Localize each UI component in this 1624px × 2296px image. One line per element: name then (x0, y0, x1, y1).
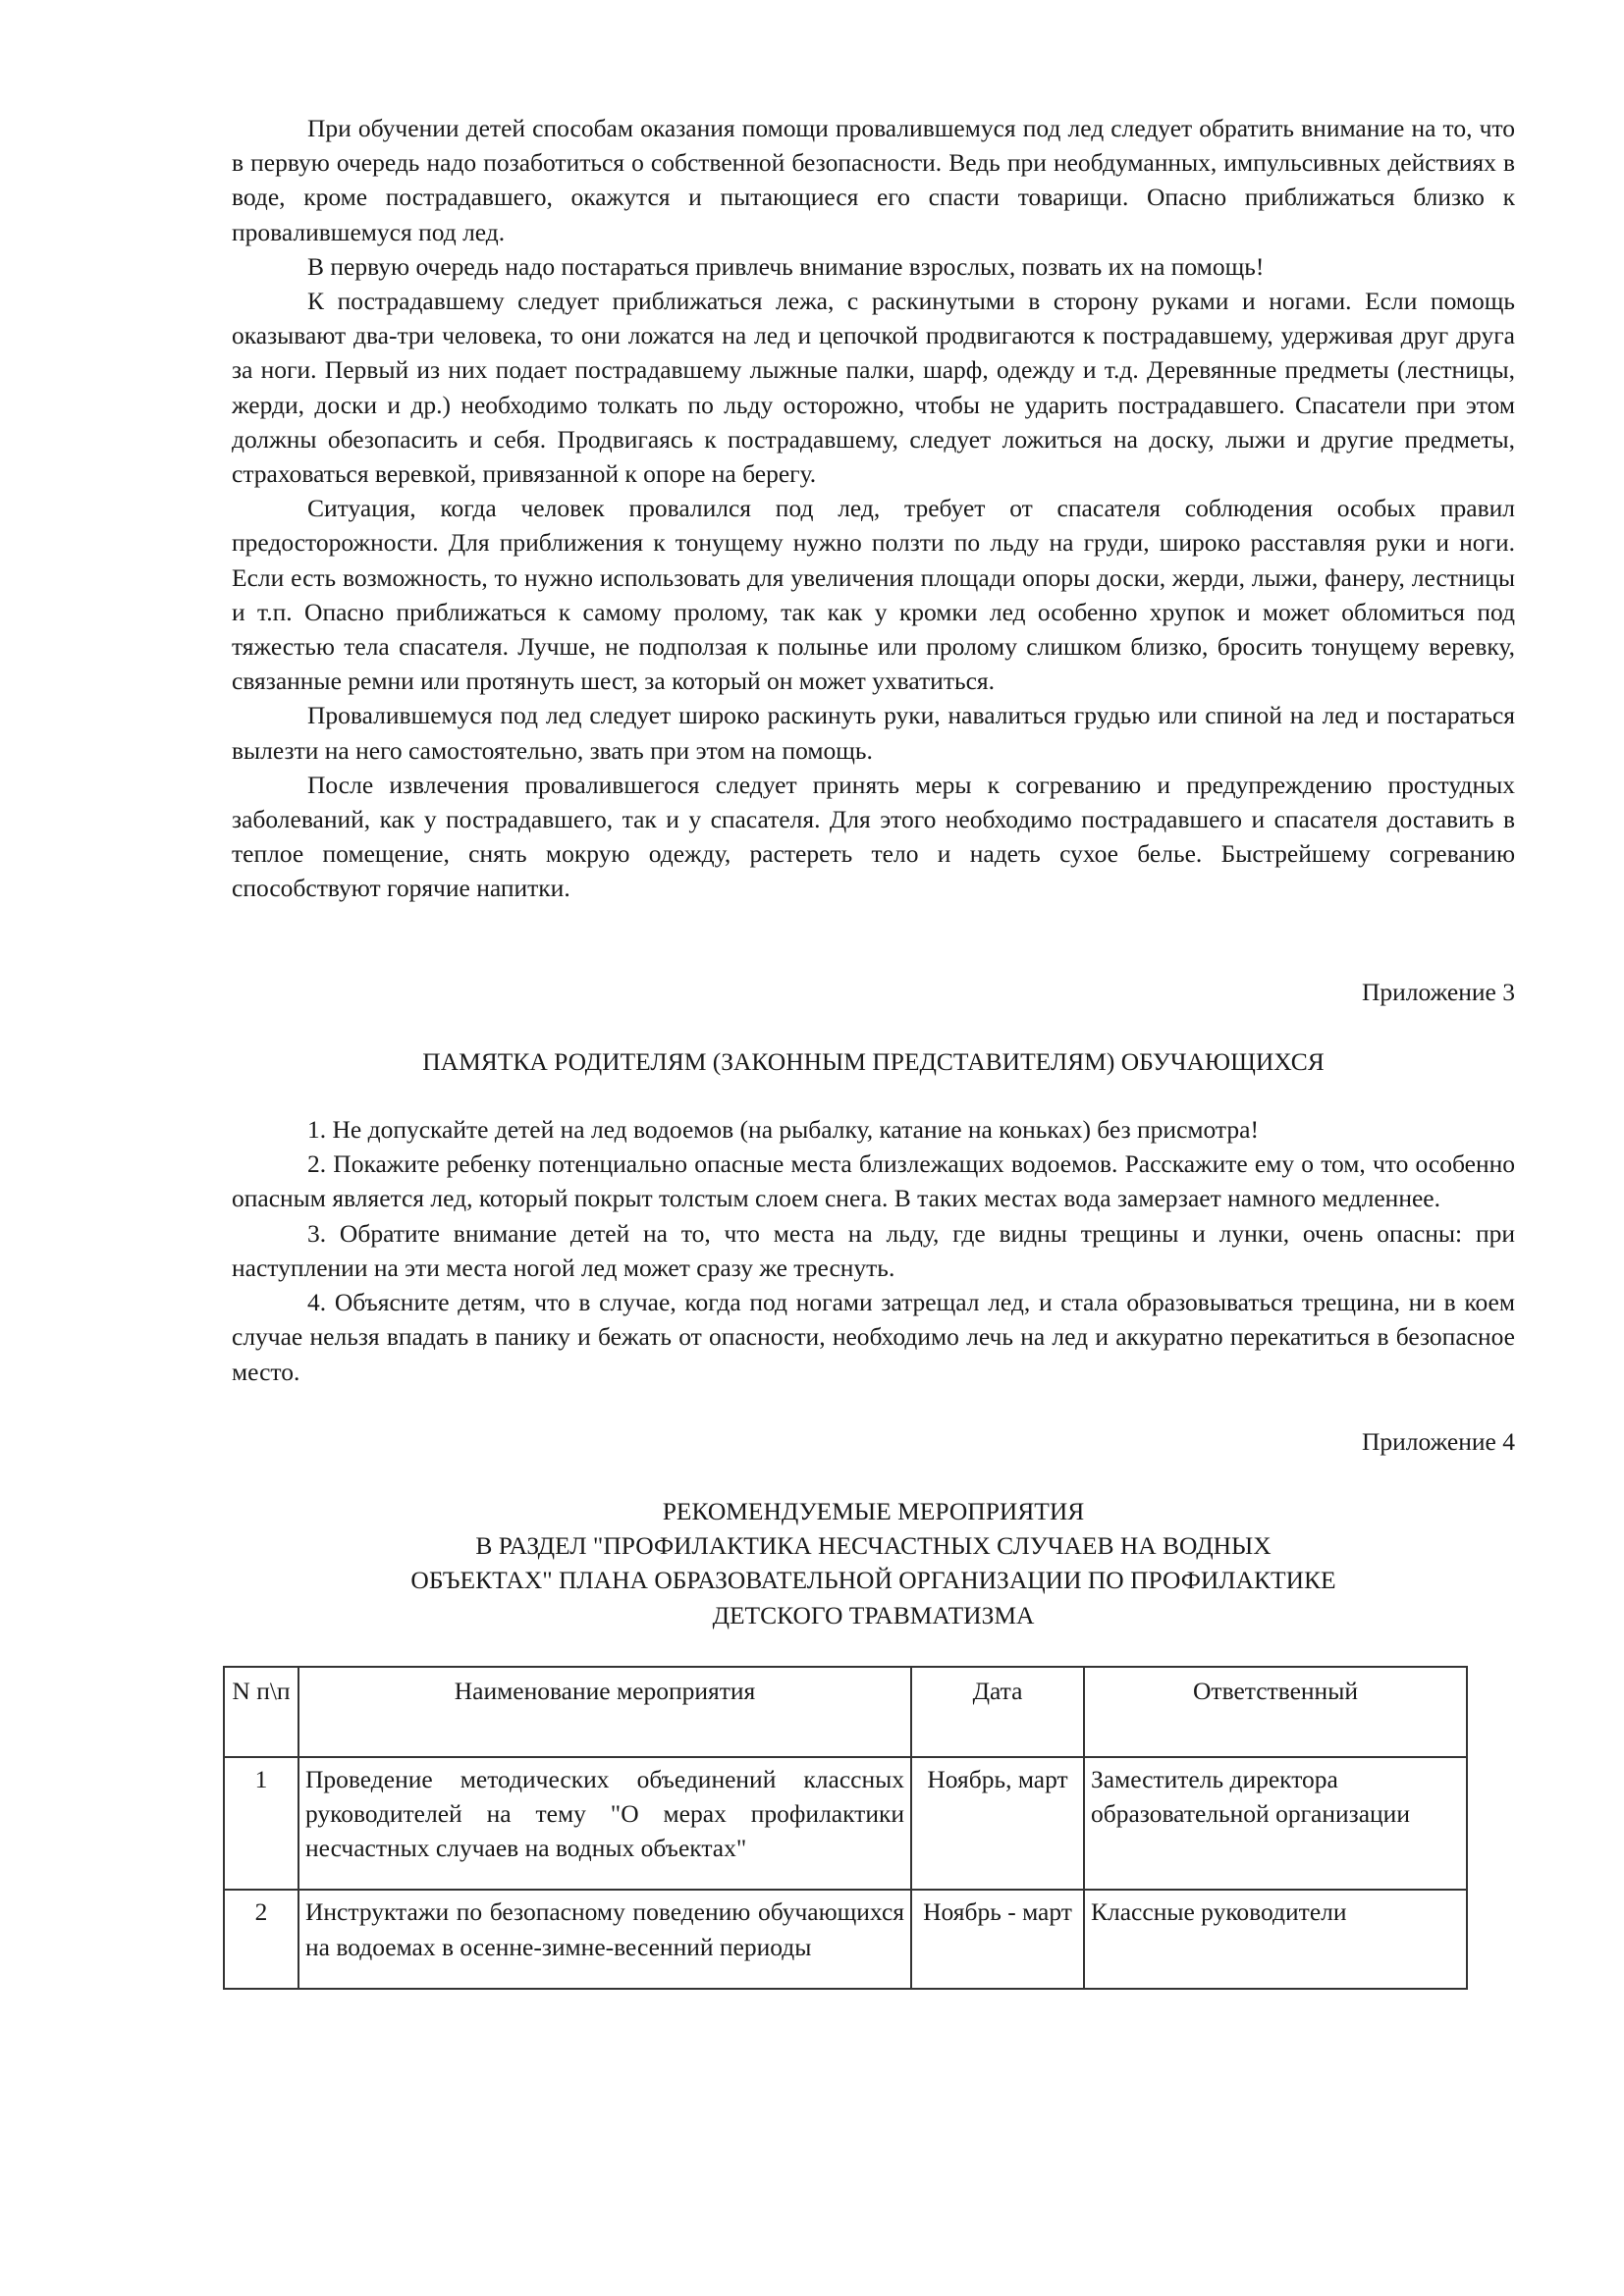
cell-name: Инструктажи по безопасному поведению обучающихся на водоемах в осенне-зимне-весенний периоды (298, 1890, 911, 1988)
title-line: РЕКОМЕНДУЕМЫЕ МЕРОПРИЯТИЯ (662, 1496, 1085, 1525)
title-line: ДЕТСКОГО ТРАВМАТИЗМА (712, 1600, 1035, 1629)
table-header-row (224, 1667, 1467, 1757)
memo-item: 2. Покажите ребенку потенциально опасные места близлежащих водоемов. Расскажите ему о том, что особенно опасным является лед, который покрыт толстым слоем снега. В таких местах вода замерзает намного медленнее. (232, 1149, 1515, 1213)
cell-responsible: Классные руководители (1084, 1890, 1467, 1988)
annex-4-title (232, 1494, 1515, 1632)
cell-responsible: Заместитель директора образовательной организации (1084, 1757, 1467, 1891)
annex-4-label: Приложение 4 (1362, 1426, 1515, 1456)
paragraph: К пострадавшему следует приближаться лежа, с раскинутыми в сторону руками и ногами. Если помощь оказывают два-три человека, то они ложатся на лед и цепочкой продвигаются к пострадавшему, удерживая друг друга за ноги. Первый из них подает пострадавшему лыжные палки, шарф, одежду и т.д. Деревянные предметы (лестницы, жерди, доски и др.) необходимо толкать по льду осторожно, чтобы не ударить пострадавшего. Спасатели при этом должны обезопасить и себя. Продвигаясь к пострадавшему, следует ложиться на доску, лыжи и другие предметы, страховаться веревкой, привязанной к опоре на берегу. (232, 287, 1515, 489)
cell-name: Проведение методических объединений классных руководителей на тему "О мерах профилактики несчастных случаев на водных объектах" (298, 1757, 911, 1891)
measures-table (223, 1666, 1468, 1990)
cell-date: Ноябрь, март (911, 1757, 1084, 1891)
title-line: В РАЗДЕЛ "ПРОФИЛАКТИКА НЕСЧАСТНЫХ СЛУЧАЕВ НА ВОДНЫХ (475, 1531, 1272, 1561)
title-line: ОБЪЕКТАХ" ПЛАНА ОБРАЗОВАТЕЛЬНОЙ ОРГАНИЗАЦИИ ПО ПРОФИЛАКТИКЕ (410, 1566, 1336, 1595)
memo-item: 3. Обратите внимание детей на то, что места на льду, где видны трещины и лунки, очень опасны: при наступлении на эти места ногой лед может сразу же треснуть. (232, 1218, 1515, 1282)
memo-item: 4. Объясните детям, что в случае, когда под ногами затрещал лед, и стала образовываться трещина, ни в коем случае нельзя впадать в панику и бежать от опасности, необходимо лечь на лед и аккуратно перекатиться в безопасное место. (232, 1288, 1515, 1386)
table-row (224, 1757, 1467, 1891)
header-responsible: Ответственный (1084, 1667, 1467, 1757)
header-num: N п\п (224, 1667, 298, 1757)
cell-date: Ноябрь - март (911, 1890, 1084, 1988)
cell-num: 1 (224, 1757, 298, 1891)
annex-3-label: Приложение 3 (1362, 977, 1515, 1006)
header-date: Дата (911, 1667, 1084, 1757)
cell-num: 2 (224, 1890, 298, 1988)
document-page (232, 111, 1515, 1990)
memo-item: 1. Не допускайте детей на лед водоемов (на рыбалку, катание на коньках) без присмотра! (307, 1115, 1259, 1145)
paragraph: Провалившемуся под лед следует широко раскинуть руки, навалиться грудью или спиной на лед и постараться вылезти на него самостоятельно, звать при этом на помощь. (232, 701, 1515, 765)
header-name: Наименование мероприятия (298, 1667, 911, 1757)
annex-3-title: ПАМЯТКА РОДИТЕЛЯМ (ЗАКОННЫМ ПРЕДСТАВИТЕЛЯМ) ОБУЧАЮЩИХСЯ (422, 1046, 1325, 1076)
table-row (224, 1890, 1467, 1988)
paragraph: После извлечения провалившегося следует принять меры к согреванию и предупреждению простудных заболеваний, как у пострадавшего, так и у спасателя. Для этого необходимо пострадавшего и спасателя доставить в теплое помещение, снять мокрую одежду, растереть тело и надеть сухое белье. Быстрейшему согреванию способствуют горячие напитки. (232, 770, 1515, 903)
paragraph: При обучении детей способам оказания помощи провалившемуся под лед следует обратить внимание на то, что в первую очередь надо позаботиться о собственной безопасности. Ведь при необдуманных, импульсивных действиях в воде, кроме пострадавшего, окажутся и пытающиеся его спасти товарищи. Опасно приближаться близко к провалившемуся под лед. (232, 114, 1515, 246)
paragraph: В первую очередь надо постараться привлечь внимание взрослых, позвать их на помощь! (307, 251, 1265, 281)
paragraph: Ситуация, когда человек провалился под лед, требует от спасателя соблюдения особых правил предосторожности. Для приближения к тонущему нужно ползти по льду на груди, широко расставляя руки и ноги. Если есть возможность, то нужно использовать для увеличения площади опоры доски, жерди, лыжи, фанеру, лестницы и т.п. Опасно приближаться к самому пролому, так как у кромки лед особенно хрупок и может обломиться под тяжестью тела спасателя. Лучше, не подползая к полынье или пролому слишком близко, бросить тонущему веревку, связанные ремни или протянуть шест, за который он может ухватиться. (232, 494, 1515, 696)
